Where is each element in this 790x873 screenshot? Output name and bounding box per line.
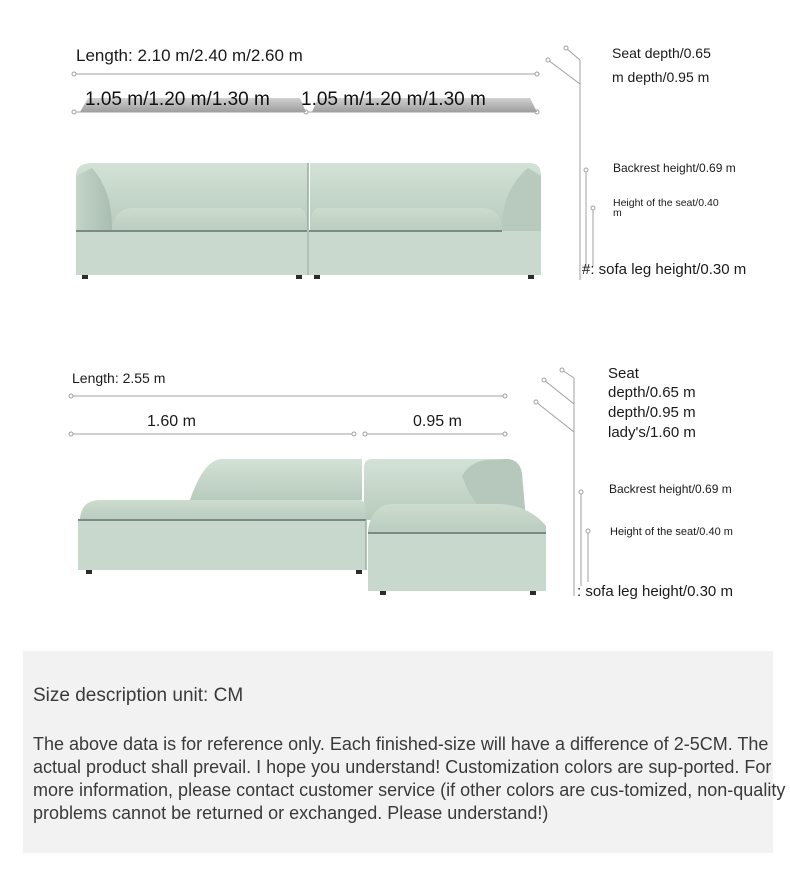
sofa2-left-segment-label: 1.60 m [147,413,196,430]
sofa1-seat-height-line1: Height of the seat/0.40 [613,197,719,209]
size-unit-title: Size description unit: CM [33,685,244,706]
sofa2-length-label: Length: 2.55 m [72,370,166,386]
size-notes-panel [23,651,786,853]
sofa1-right-segment-label: 1.05 m/1.20 m/1.30 m [301,89,486,110]
sofa1-depth-label: m depth/0.95 m [612,69,710,85]
sofa1-leg-height-label: #: sofa leg height/0.30 m [582,261,747,278]
sofa2-leg-height-label: : sofa leg height/0.30 m [577,583,733,600]
sofa2-backrest-height-label: Backrest height/0.69 m [609,482,732,496]
sofa2-seat-depth-label: depth/0.65 m [608,384,696,401]
sofa2-seat-height-label: Height of the seat/0.40 m [610,526,733,538]
sofa1-seat-height-line2: m [613,207,622,219]
sofa1 [76,163,541,279]
size-disclaimer-text: The above data is for reference only. Each finished-size will have a difference of 2-5CM. The actual product shall prevail. I hope you understand! Customization colors are sup-ported. For more information, please contact customer service (if other colors are cus-tomized, non-quality problems cannot be returned or exchanged. Please understand!) [33,734,786,823]
sofa2 [78,459,546,595]
sofa1-backrest-height-label: Backrest height/0.69 m [613,161,736,175]
sofa1-left-segment-label: 1.05 m/1.20 m/1.30 m [85,89,270,110]
sofa1-length-label: Length: 2.10 m/2.40 m/2.60 m [76,46,303,65]
sofa2-ladys-label: lady's/1.60 m [608,424,696,441]
sofa1-seat-depth-label: Seat depth/0.65 [612,45,711,61]
sofa1-leader-lines [546,46,595,280]
sofa2-right-segment-label: 0.95 m [413,413,462,430]
sofa1-seat-height-label [613,198,719,218]
sofa2-seat-label: Seat [608,365,639,382]
sofa2-depth-label: depth/0.95 m [608,404,696,421]
